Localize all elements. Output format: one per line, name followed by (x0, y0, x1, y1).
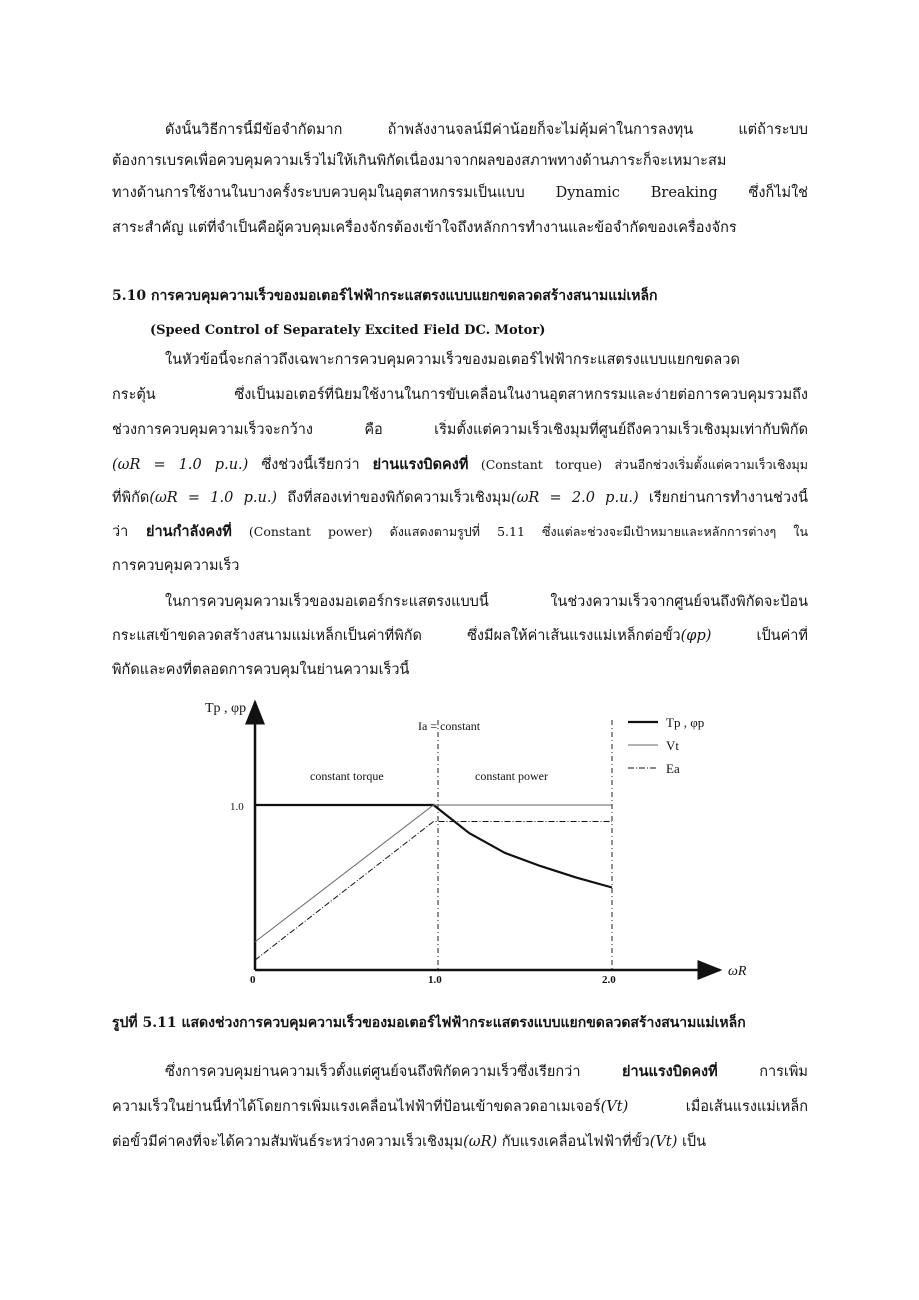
para2-line3: ช่วงการควบคุมความเร็วจะกว้าง คือ เริ่มตั้งแต่ความเร็วเชิงมุมที่ศูนย์ถึงความเร็วเชิงมุมเท่ากับพิกัด (112, 422, 808, 438)
series-line-torque-flux (255, 805, 612, 888)
current-constant-annotation: Ia = constant (418, 719, 481, 733)
series-line-back-emf (255, 822, 612, 961)
legend-label: Ea (666, 761, 680, 776)
omega-math: (ωR) (463, 1134, 498, 1150)
terminal-voltage-math: (Vt) (649, 1134, 678, 1150)
x-tick-label: 2.0 (602, 974, 616, 986)
para1-line1: ดังนั้นวิธีการนี้มีข้อจำกัดมาก ถ้าพลังงานจลน์มีค่าน้อยก็จะไม่คุ้มค่าในการลงทุน แต่ถ้าระบบ (165, 122, 808, 138)
y-tick-label: 1.0 (230, 801, 244, 813)
region-label-constant-power: constant power (475, 769, 548, 783)
x-axis-label: ωR (728, 964, 747, 979)
para2-line7: การควบคุมความเร็ว (112, 558, 240, 574)
constant-torque-term: ย่านแรงบิดคงที่ (621, 1063, 718, 1080)
speed-control-chart (190, 690, 750, 990)
para2-line4: (ωR = 1.0 p.u.) ซึ่งช่วงนี้เรียกว่า ย่านแรงบิดคงที่ (Constant torque) ส่วนอีกช่วงเริ่มตั้งแต่ความเร็วเชิงมุม (112, 456, 808, 473)
para4-line3: ต่อขั้วมีค่าคงที่จะได้ความสัมพันธ์ระหว่างความเร็วเชิงมุม(ωR) กับแรงเคลื่อนไฟฟ้าที่ขั้ว(Vt) เป็น (112, 1134, 707, 1150)
para1-line3: ทางด้านการใช้งานในบางครั้งระบบควบคุมในอุตสาหกรรมเป็นแบบ Dynamic Breaking ซึ่งก็ไม่ใช่ (112, 185, 808, 201)
para3-line1: ในการควบคุมความเร็วของมอเตอร์กระแสตรงแบบนี้ ในช่วงความเร็วจากศูนย์จนถึงพิกัดจะป้อน (165, 594, 808, 610)
chart-legend (628, 715, 704, 776)
series-line-terminal-voltage (255, 805, 612, 942)
figure-caption: รูปที่ 5.11 แสดงช่วงการควบคุมความเร็วของมอเตอร์ไฟฟ้ากระแสตรงแบบแยกขดลวดสร้างสนามแม่เหล็ก (112, 1015, 746, 1031)
legend-label: Vt (666, 738, 679, 753)
omega-double-math: (ωR = 2.0 p.u.) (510, 490, 639, 506)
para2-line6: ว่า ย่านกำลังคงที่ (Constant power) ดังแสดงตามรูปที่ 5.11 ซึ่งแต่ละช่วงจะมีเป้าหมายและหลักการต่างๆ ใน (112, 523, 808, 540)
para4-line2: ความเร็วในย่านนี้ทำได้โดยการเพิ่มแรงเคลื่อนไฟฟ้าที่ป้อนเข้าขดลวดอาเมเจอร์(Vt) เมื่อเส้นแรงแม่เหล็ก (112, 1099, 808, 1115)
para1-line2: ต้องการเบรคเพื่อควบคุมความเร็วไม่ให้เกินพิกัดเนื่องมาจากผลของสภาพทางด้านภาระก็จะเหมาะสม (112, 153, 727, 169)
omega-rated-math: (ωR = 1.0 p.u.) (149, 490, 278, 506)
omega-rated-math: (ωR = 1.0 p.u.) (112, 457, 249, 473)
section-heading: 5.10 การควบคุมความเร็วของมอเตอร์ไฟฟ้ากระแสตรงแบบแยกขดลวดสร้างสนามแม่เหล็ก (112, 288, 658, 304)
section-subheading: (Speed Control of Separately Excited Field DC. Motor) (150, 323, 546, 338)
para3-line2: กระแสเข้าขดลวดสร้างสนามแม่เหล็กเป็นค่าที่พิกัด ซึ่งมีผลให้ค่าเส้นแรงแม่เหล็กต่อขั้ว(φp) เป็นค่าที่ (112, 628, 808, 644)
para2-line1: ในหัวข้อนี้จะกล่าวถึงเฉพาะการควบคุมความเร็วของมอเตอร์ไฟฟ้ากระแสตรงแบบแยกขดลวด (165, 352, 740, 368)
y-axis-label: Tp , φp (205, 701, 247, 716)
legend-label: Tp , φp (666, 715, 705, 730)
para3-line3: พิกัดและคงที่ตลอดการควบคุมในย่านความเร็วนี้ (112, 662, 410, 678)
x-tick-label: 1.0 (428, 974, 442, 986)
constant-power-term: ย่านกำลังคงที่ (146, 523, 232, 540)
flux-per-pole-math: (φp) (680, 628, 712, 644)
constant-torque-term: ย่านแรงบิดคงที่ (372, 456, 469, 473)
para4-line1: ซึ่งการควบคุมย่านความเร็วตั้งแต่ศูนย์จนถึงพิกัดความเร็วซึ่งเรียกว่า ย่านแรงบิดคงที่ การเพิ่ม (165, 1063, 808, 1080)
para2-line2: กระตุ้น ซึ่งเป็นมอเตอร์ที่นิยมใช้งานในการขับเคลื่อนในงานอุตสาหกรรมและง่ายต่อการควบคุมรวมถึง (112, 387, 808, 403)
terminal-voltage-math: (Vt) (600, 1099, 629, 1115)
para1-line4: สาระสำคัญ แต่ที่จำเป็นคือผู้ควบคุมเครื่องจักรต้องเข้าใจถึงหลักการทำงานและข้อจำกัดของเครื่องจักร (112, 220, 737, 236)
para2-line5: ที่พิกัด(ωR = 1.0 p.u.) ถึงที่สองเท่าของพิกัดความเร็วเชิงมุม(ωR = 2.0 p.u.) เรียกย่านการทำงานช่วงนี้ (112, 490, 808, 506)
region-label-constant-torque: constant torque (310, 769, 384, 783)
x-tick-label: 0 (250, 974, 256, 986)
